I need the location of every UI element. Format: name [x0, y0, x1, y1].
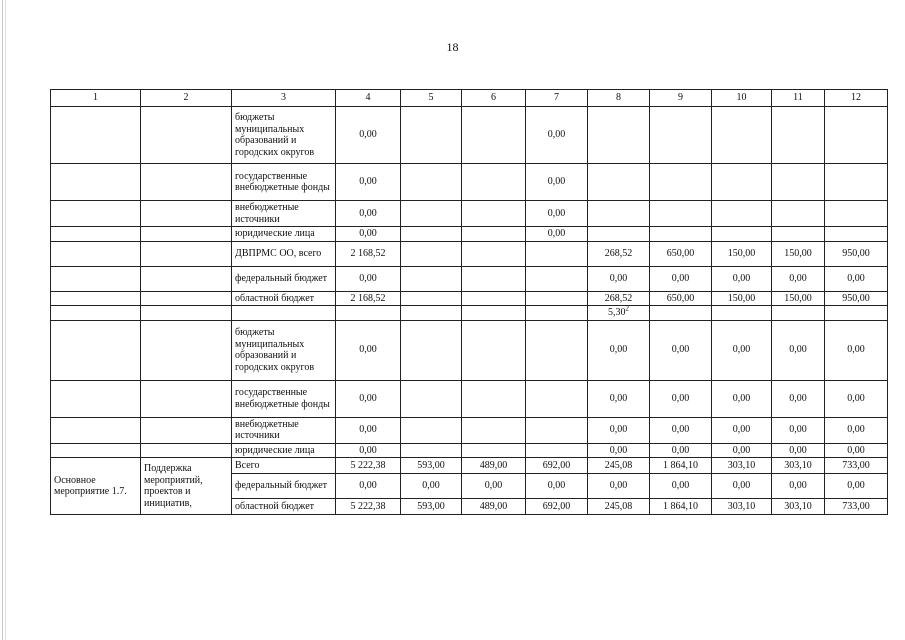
value-cell	[588, 107, 650, 164]
column-header: 12	[825, 90, 888, 107]
activity-code: Основное мероприятие 1.7.	[51, 458, 141, 515]
value-cell	[712, 107, 772, 164]
table-row	[51, 443, 888, 458]
value-cell	[712, 164, 772, 201]
value-cell	[401, 201, 462, 227]
value-cell	[588, 306, 650, 321]
value-cell: 0,00	[772, 320, 825, 380]
row-label: государственные внебюджетные фонды	[232, 380, 336, 417]
value-cell: 0,00	[825, 266, 888, 291]
value-cell: 0,00	[772, 266, 825, 291]
value-cell: 0,00	[336, 266, 401, 291]
value-cell: 303,10	[712, 499, 772, 515]
value-cell: 0,00	[526, 164, 588, 201]
value-cell	[401, 266, 462, 291]
value-cell: 950,00	[825, 241, 888, 266]
empty-cell	[141, 443, 232, 458]
value-cell	[401, 164, 462, 201]
value-cell: 0,00	[825, 380, 888, 417]
value-cell: 245,08	[588, 499, 650, 515]
value-cell	[772, 164, 825, 201]
value-cell: 0,00	[336, 227, 401, 242]
row-label: внебюджетные источники	[232, 201, 336, 227]
value-cell: 0,00	[650, 474, 712, 499]
empty-cell	[51, 306, 141, 321]
value-cell	[462, 266, 526, 291]
value-cell: 692,00	[526, 458, 588, 474]
value-cell	[462, 201, 526, 227]
value-cell	[336, 306, 401, 321]
value-cell	[401, 380, 462, 417]
value-cell	[462, 320, 526, 380]
row-label	[232, 306, 336, 321]
empty-cell	[141, 241, 232, 266]
value-cell: 489,00	[462, 458, 526, 474]
value-cell: 150,00	[712, 291, 772, 306]
value-text: 5,30	[608, 307, 626, 318]
value-cell	[712, 227, 772, 242]
value-cell	[462, 417, 526, 443]
empty-cell	[51, 417, 141, 443]
value-cell	[588, 227, 650, 242]
value-cell: 0,00	[650, 417, 712, 443]
empty-cell	[141, 380, 232, 417]
value-cell: 0,00	[588, 417, 650, 443]
value-cell	[401, 417, 462, 443]
left-margin-line	[2, 0, 3, 640]
value-cell: 0,00	[336, 201, 401, 227]
empty-cell	[141, 164, 232, 201]
empty-cell	[141, 266, 232, 291]
value-cell	[825, 107, 888, 164]
table-row	[51, 291, 888, 306]
empty-cell	[51, 266, 141, 291]
value-cell: 0,00	[526, 201, 588, 227]
value-cell: 0,00	[825, 474, 888, 499]
table-row	[51, 417, 888, 443]
column-header: 4	[336, 90, 401, 107]
value-cell: 650,00	[650, 241, 712, 266]
value-cell: 2 168,52	[336, 241, 401, 266]
value-cell: 0,00	[712, 320, 772, 380]
column-header: 9	[650, 90, 712, 107]
value-cell: 0,00	[336, 320, 401, 380]
row-label: внебюджетные источники	[232, 417, 336, 443]
table-row	[51, 201, 888, 227]
value-cell: 0,00	[336, 107, 401, 164]
value-cell	[712, 306, 772, 321]
column-header: 7	[526, 90, 588, 107]
value-cell	[772, 227, 825, 242]
value-cell: 0,00	[588, 443, 650, 458]
value-cell	[401, 241, 462, 266]
value-cell	[462, 443, 526, 458]
value-cell: 0,00	[588, 266, 650, 291]
value-cell: 692,00	[526, 499, 588, 515]
value-cell: 0,00	[336, 443, 401, 458]
value-cell	[526, 241, 588, 266]
empty-cell	[141, 227, 232, 242]
empty-cell	[51, 443, 141, 458]
value-cell: 5 222,38	[336, 499, 401, 515]
value-cell	[462, 306, 526, 321]
value-cell: 0,00	[336, 474, 401, 499]
value-cell	[526, 306, 588, 321]
value-cell: 593,00	[401, 499, 462, 515]
value-cell: 0,00	[650, 266, 712, 291]
value-cell: 0,00	[336, 164, 401, 201]
empty-cell	[51, 107, 141, 164]
empty-cell	[51, 380, 141, 417]
value-cell: 489,00	[462, 499, 526, 515]
empty-cell	[141, 417, 232, 443]
empty-cell	[141, 306, 232, 321]
row-label: ДВПРМС ОО, всего	[232, 241, 336, 266]
table-row	[51, 241, 888, 266]
value-cell: 0,00	[588, 320, 650, 380]
row-label: областной бюджет	[232, 499, 336, 515]
value-cell: 0,00	[825, 320, 888, 380]
value-cell: 1 864,10	[650, 458, 712, 474]
value-cell: 0,00	[336, 380, 401, 417]
value-cell	[462, 380, 526, 417]
value-cell: 0,00	[825, 417, 888, 443]
value-cell: 0,00	[401, 474, 462, 499]
left-margin-line	[5, 0, 6, 640]
value-cell: 268,52	[588, 291, 650, 306]
value-cell: 0,00	[712, 380, 772, 417]
value-cell: 0,00	[772, 443, 825, 458]
value-cell: 268,52	[588, 241, 650, 266]
empty-cell	[141, 291, 232, 306]
value-cell	[401, 227, 462, 242]
table-row	[51, 320, 888, 380]
value-cell: 303,10	[712, 458, 772, 474]
value-cell	[588, 164, 650, 201]
empty-cell	[51, 291, 141, 306]
value-cell	[650, 107, 712, 164]
budget-table	[50, 89, 888, 515]
empty-cell	[51, 164, 141, 201]
value-cell: 0,00	[712, 266, 772, 291]
empty-cell	[51, 201, 141, 227]
row-label: бюджеты муниципальных образований и городских округов	[232, 320, 336, 380]
row-label: Всего	[232, 458, 336, 474]
header-row	[51, 90, 888, 107]
value-cell: 0,00	[588, 474, 650, 499]
value-cell	[401, 291, 462, 306]
table-row	[51, 306, 888, 321]
row-label: юридические лица	[232, 227, 336, 242]
value-cell: 303,10	[772, 458, 825, 474]
value-cell	[401, 320, 462, 380]
column-header: 2	[141, 90, 232, 107]
table-row	[51, 164, 888, 201]
value-cell	[462, 291, 526, 306]
value-cell	[712, 201, 772, 227]
value-cell: 0,00	[336, 417, 401, 443]
column-header: 6	[462, 90, 526, 107]
value-cell	[401, 306, 462, 321]
column-header: 10	[712, 90, 772, 107]
table-row	[51, 266, 888, 291]
value-cell: 2 168,52	[336, 291, 401, 306]
empty-cell	[51, 320, 141, 380]
column-header: 3	[232, 90, 336, 107]
value-cell	[526, 417, 588, 443]
value-cell: 0,00	[712, 474, 772, 499]
value-cell: 5 222,38	[336, 458, 401, 474]
value-cell	[825, 164, 888, 201]
value-cell	[650, 201, 712, 227]
value-cell: 303,10	[772, 499, 825, 515]
value-cell	[650, 164, 712, 201]
value-cell: 0,00	[772, 380, 825, 417]
empty-cell	[141, 201, 232, 227]
column-header: 8	[588, 90, 650, 107]
value-cell	[462, 241, 526, 266]
value-cell	[401, 443, 462, 458]
value-cell	[825, 227, 888, 242]
value-cell: 0,00	[526, 474, 588, 499]
value-cell	[772, 306, 825, 321]
value-cell	[526, 380, 588, 417]
value-cell: 0,00	[772, 474, 825, 499]
value-cell	[526, 443, 588, 458]
value-cell: 0,00	[462, 474, 526, 499]
table-row	[51, 458, 888, 474]
empty-cell	[51, 241, 141, 266]
column-header: 11	[772, 90, 825, 107]
activity-title: Поддержка мероприятий, проектов и инициатив,	[141, 458, 232, 515]
empty-cell	[141, 107, 232, 164]
row-label: юридические лица	[232, 443, 336, 458]
value-cell	[825, 201, 888, 227]
value-cell: 0,00	[526, 107, 588, 164]
value-cell	[526, 291, 588, 306]
table-row	[51, 227, 888, 242]
value-cell: 150,00	[772, 291, 825, 306]
row-label: бюджеты муниципальных образований и городских округов	[232, 107, 336, 164]
value-cell: 245,08	[588, 458, 650, 474]
value-cell	[526, 266, 588, 291]
value-cell: 150,00	[772, 241, 825, 266]
column-header: 5	[401, 90, 462, 107]
value-cell: 0,00	[712, 417, 772, 443]
value-cell	[401, 107, 462, 164]
value-cell: 0,00	[772, 417, 825, 443]
value-cell: 0,00	[825, 443, 888, 458]
value-cell	[462, 107, 526, 164]
column-header: 1	[51, 90, 141, 107]
value-cell: 1 864,10	[650, 499, 712, 515]
value-cell: 0,00	[650, 443, 712, 458]
value-cell	[772, 201, 825, 227]
value-cell	[825, 306, 888, 321]
value-cell: 593,00	[401, 458, 462, 474]
value-cell	[462, 227, 526, 242]
empty-cell	[141, 320, 232, 380]
value-cell: 0,00	[650, 320, 712, 380]
page-number: 18	[446, 40, 459, 54]
value-cell	[588, 201, 650, 227]
row-label: государственные внебюджетные фонды	[232, 164, 336, 201]
row-label: федеральный бюджет	[232, 474, 336, 499]
table-row	[51, 107, 888, 164]
value-cell	[526, 320, 588, 380]
value-cell: 0,00	[588, 380, 650, 417]
value-cell	[650, 227, 712, 242]
row-label: областной бюджет	[232, 291, 336, 306]
value-cell: 650,00	[650, 291, 712, 306]
row-label: федеральный бюджет	[232, 266, 336, 291]
footnote-marker: 2	[625, 304, 629, 313]
value-cell	[772, 107, 825, 164]
value-cell: 0,00	[650, 380, 712, 417]
table-row	[51, 380, 888, 417]
value-cell: 0,00	[526, 227, 588, 242]
value-cell	[462, 164, 526, 201]
value-cell	[650, 306, 712, 321]
value-cell: 150,00	[712, 241, 772, 266]
value-cell: 0,00	[712, 443, 772, 458]
value-cell: 733,00	[825, 499, 888, 515]
value-cell: 733,00	[825, 458, 888, 474]
value-cell: 950,00	[825, 291, 888, 306]
empty-cell	[51, 227, 141, 242]
